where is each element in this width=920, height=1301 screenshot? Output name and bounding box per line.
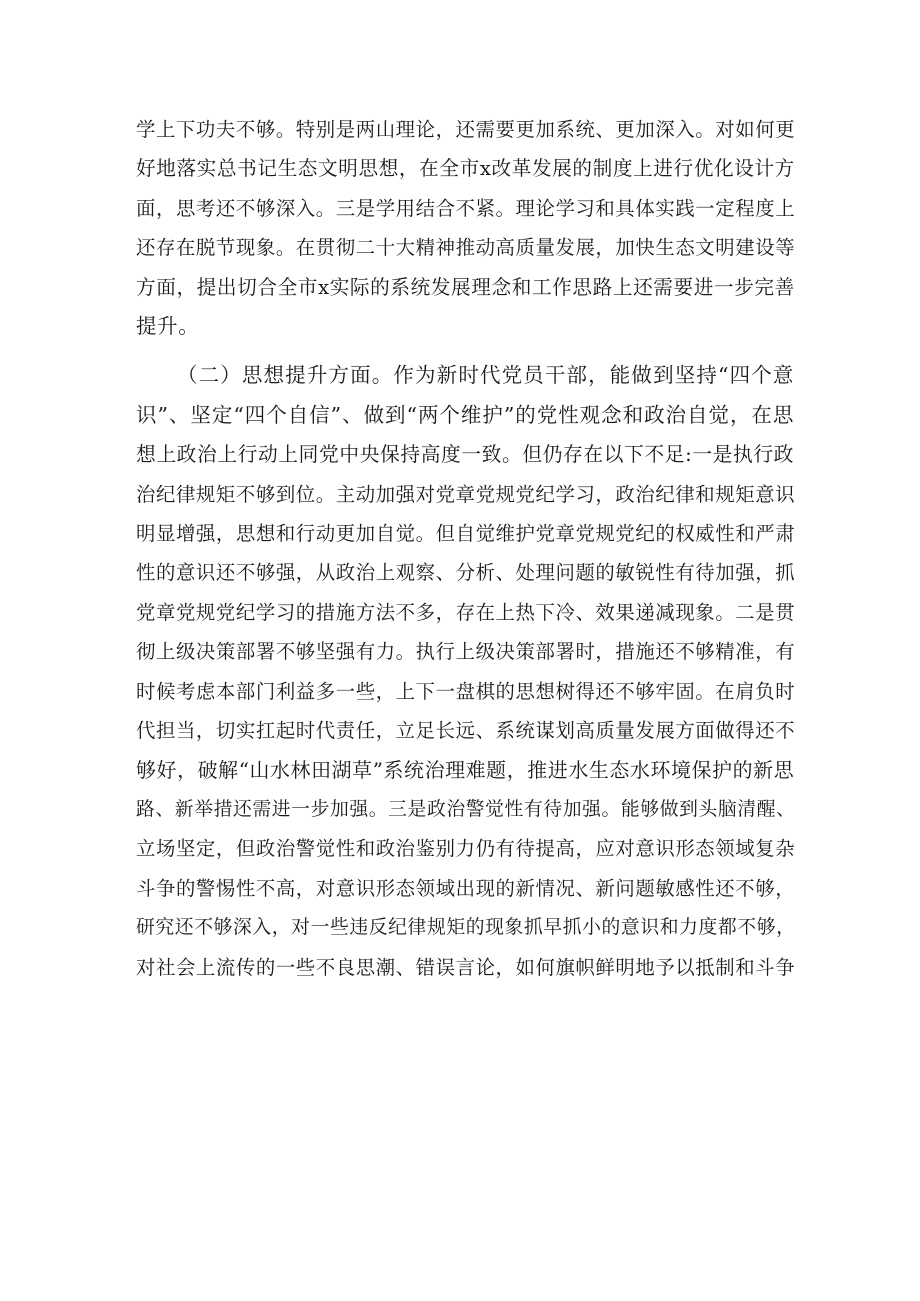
text-line: 性的意识还不够强，从政治上观察、分析、处理问题的敏锐性有待加强，抓 [136, 561, 796, 585]
text-line: 够好，破解“山水林田湖草”系统治理难题，推进水生态水环境保护的新思 [136, 757, 795, 782]
text-line: 时候考虑本部门利益多一些，上下一盘棋的思想树得还不够牢固。在肩负时 [136, 679, 796, 703]
text-line: 研究还不够深入，对一些违反纪律规矩的现象抓早抓小的意识和力度都不够， [136, 917, 796, 939]
text-line: 学上下功夫不够。特别是两山理论，还需要更加系统、更加深入。对如何更 [136, 118, 796, 141]
document-body [136, 110, 794, 987]
text-line: 面，思考还不够深入。三是学用结合不紧。理论学习和具体实践一定程度上 [136, 196, 796, 220]
text-line: 想上政治上行动上同党中央保持高度一致。但仍存在以下不足:一是执行政 [136, 443, 794, 467]
text-line: 明显增强，思想和行动更加自觉。但自觉维护党章党规党纪的权威性和严肃 [136, 522, 796, 546]
paragraph-study-shortcomings [136, 110, 794, 346]
text-line: 彻上级决策部署不够坚强有力。执行上级决策部署时，措施还不够精准，有 [136, 640, 796, 664]
text-line: （二）思想提升方面。作为新时代党员干部，能做到坚持“四个意 [177, 363, 794, 388]
text-line: 识”、坚定“四个自信”、做到“两个维护”的党性观念和政治自觉，在思 [136, 402, 794, 427]
text-line: 还存在脱节现象。在贯彻二十大精神推动高质量发展，加快生态文明建设等 [136, 236, 796, 260]
text-line: 治纪律规矩不够到位。主动加强对党章党规党纪学习，政治纪律和规矩意识 [136, 482, 796, 506]
text-line: 立场坚定，但政治警觉性和政治鉴别力仍有待提高，应对意识形态领域复杂 [136, 837, 796, 861]
text-line: 提升。 [136, 314, 200, 339]
paragraph-gap [136, 346, 794, 356]
text-line: 党章党规党纪学习的措施方法不多，存在上热下冷、效果递减现象。二是贯 [136, 600, 796, 624]
text-line: 斗争的警惕性不高，对意识形态领域出现的新情况、新问题敏感性还不够， [136, 876, 796, 900]
text-line: 代担当，切实扛起时代责任，立足长远、系统谋划高质量发展方面做得还不 [136, 719, 796, 743]
text-line: 方面，提出切合全市x实际的系统发展理念和工作思路上还需要进一步完善 [136, 275, 795, 299]
text-line: 路、新举措还需进一步加强。三是政治警觉性有待加强。能够做到头脑清醒、 [136, 798, 796, 820]
text-line: 好地落实总书记生态文明思想，在全市x改革发展的制度上进行优化设计方 [136, 157, 795, 181]
paragraph-thought-improvement [136, 356, 794, 987]
text-line: 对社会上流传的一些不良思潮、错误言论，如何旗帜鲜明地予以抵制和斗争 [136, 955, 796, 979]
